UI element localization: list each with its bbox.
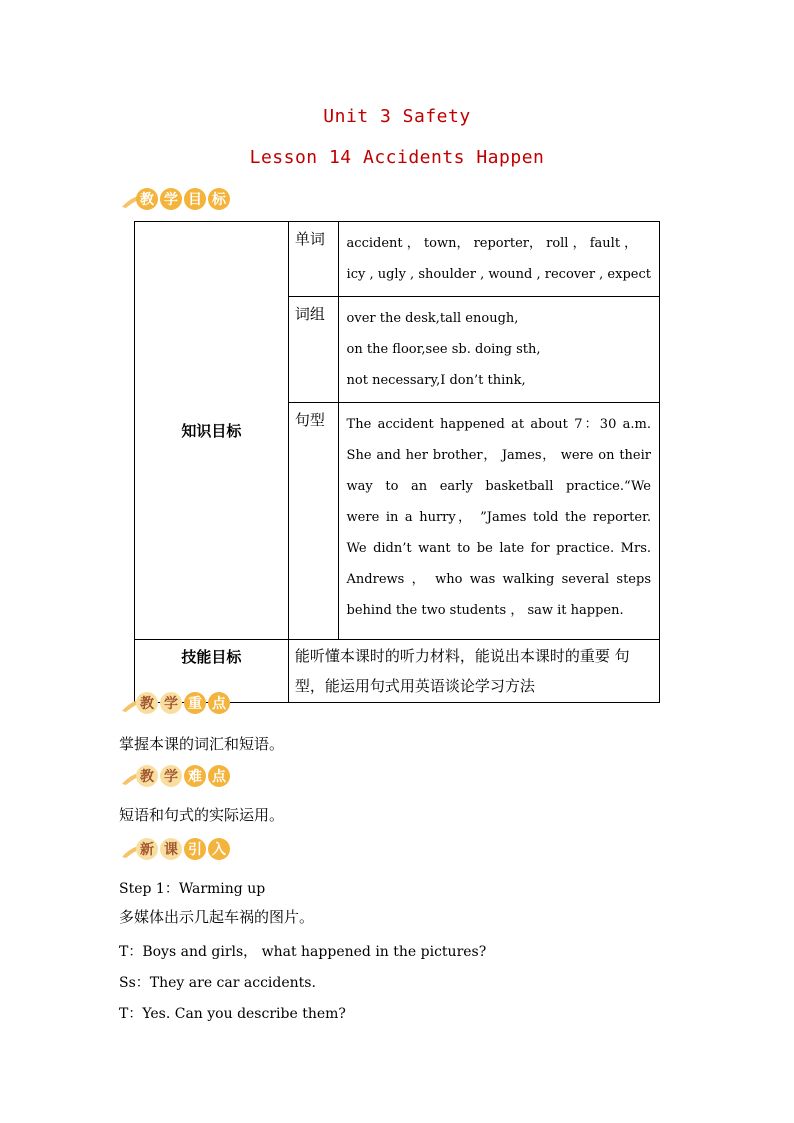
banner-char: 点	[208, 765, 230, 787]
sentence-line: We didn’t want to be late for practice. Mrs.	[346, 541, 651, 556]
sentences-cell	[338, 403, 659, 640]
banner-char: 引	[184, 838, 206, 860]
banner-char: 入	[208, 838, 230, 860]
difficulties-banner	[120, 764, 230, 790]
skill-goal-cell	[288, 640, 659, 703]
banner-char: 教	[136, 188, 158, 210]
sentence-line: The accident happened at about 7：30 a.m.	[346, 417, 651, 432]
knowledge-goal-label: 知识目标	[135, 222, 289, 640]
phrases-line: on the floor,see sb. doing sth,	[346, 342, 541, 357]
unit-title: Unit 3 Safety	[323, 106, 471, 127]
phrases-line: over the desk,tall enough,	[346, 311, 519, 326]
sentence-line: way to an early basketball practice.“We	[346, 479, 651, 494]
banner-char: 学	[160, 692, 182, 714]
difficulties-text: 短语和句式的实际运用。	[119, 806, 285, 824]
intro-line: T：Yes. Can you describe them?	[119, 1006, 346, 1022]
banner-char: 重	[184, 692, 206, 714]
banner-char: 学	[160, 188, 182, 210]
goals-table	[134, 221, 660, 703]
words-label: 单词	[288, 222, 338, 297]
sentence-line: behind the two students ， saw it happen.	[346, 603, 624, 618]
banner-char: 学	[160, 765, 182, 787]
words-line: icy , ugly , shoulder , wound , recover , expect	[346, 267, 651, 282]
banner-char: 标	[208, 188, 230, 210]
intro-line: Ss：They are car accidents.	[119, 975, 316, 991]
objectives-banner	[120, 187, 230, 213]
phrases-line: not necessary,I don’t think,	[346, 373, 526, 388]
intro-line: 多媒体出示几起车祸的图片。	[119, 908, 315, 926]
banner-char: 新	[136, 838, 158, 860]
key-points-banner	[120, 691, 230, 717]
words-line: accident ， town， reporter， roll ， fault ，	[346, 236, 638, 251]
skill-line: 能听懂本课时的听力材料，能说出本课时的重要	[294, 647, 610, 665]
key-points-text: 掌握本课的词汇和短语。	[119, 735, 285, 753]
intro-line: T：Boys and girls， what happened in the pictures?	[119, 944, 487, 960]
phrases-label: 词组	[288, 297, 338, 403]
sentences-label: 句型	[288, 403, 338, 640]
lesson-title: Lesson 14 Accidents Happen	[249, 147, 545, 168]
skill-line: 句型，能运用句式用英语谈论学习方法	[294, 647, 630, 695]
banner-char: 点	[208, 692, 230, 714]
introduction-banner	[120, 837, 230, 863]
sentence-line: She and her brother， James， were on their	[346, 448, 651, 463]
banner-char: 难	[184, 765, 206, 787]
sentence-line: Andrews ， who was walking several steps	[346, 572, 651, 587]
banner-char: 教	[136, 692, 158, 714]
banner-char: 课	[160, 838, 182, 860]
intro-line: Step 1：Warming up	[119, 881, 266, 897]
skill-goal-label: 技能目标	[135, 640, 289, 703]
banner-char: 目	[184, 188, 206, 210]
banner-char: 教	[136, 765, 158, 787]
words-cell	[338, 222, 659, 297]
phrases-cell	[338, 297, 659, 403]
sentence-line: were in a hurry， ”James told the reporter.	[346, 510, 651, 525]
